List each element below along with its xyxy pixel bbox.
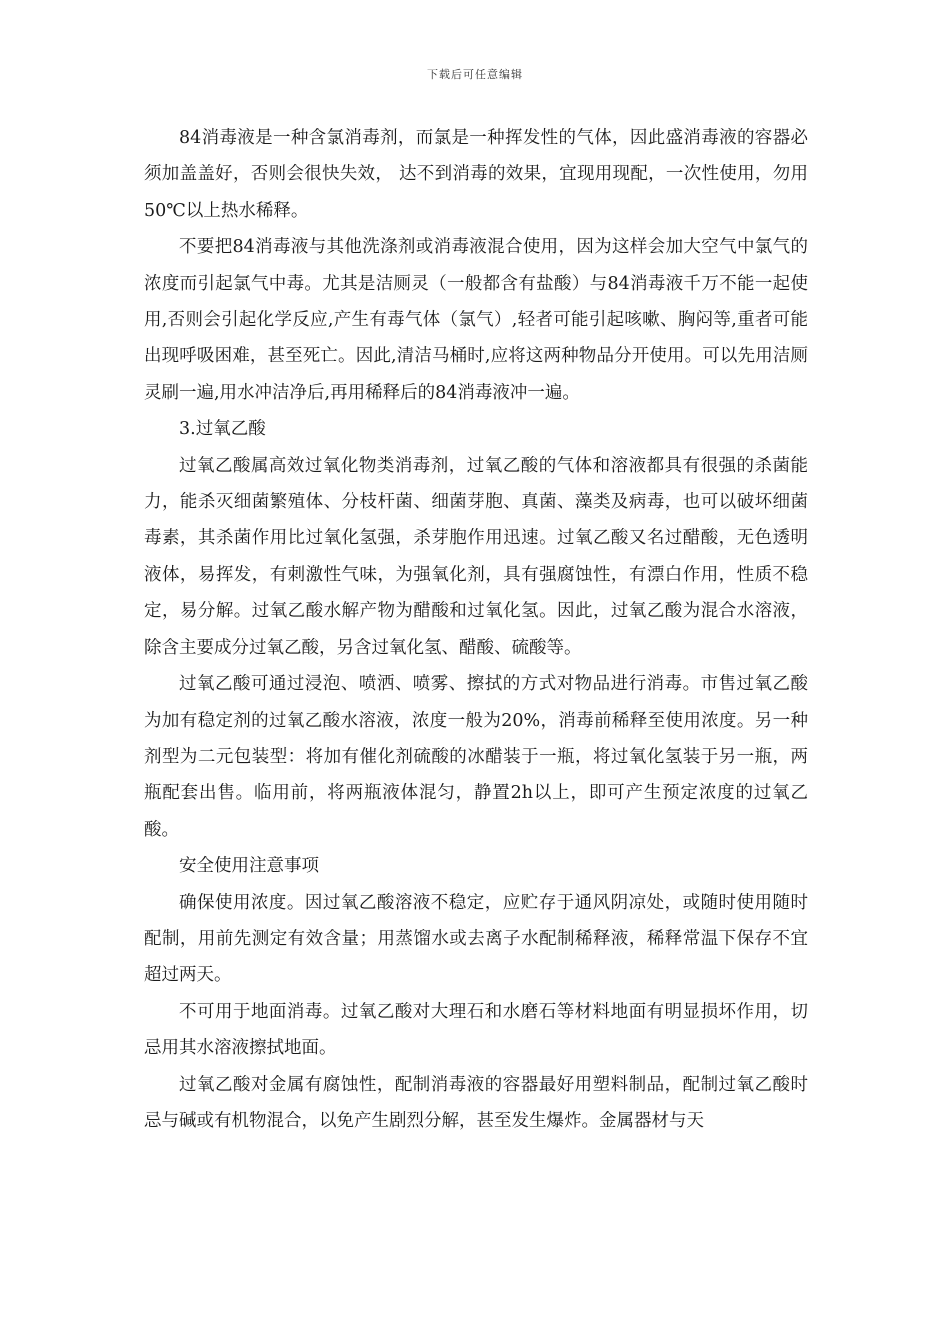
section-heading-safety-notes: 安全使用注意事项	[179, 856, 319, 877]
page-header: 下载后可任意编辑	[427, 68, 523, 81]
paragraph-corrosion-note: 过氧乙酸对金属有腐蚀性，配制消毒液的容器最好用塑料制品，配制过氧乙酸时忌与碱或有机物混合，以免产生剧烈分解，甚至发生爆炸。金属器材与天	[144, 1074, 808, 1131]
paragraph-concentration-note: 确保使用浓度。因过氧乙酸溶液不稳定，应贮存于通风阴凉处，或随时使用随时配制，用前先测定有效含量；用蒸馏水或去离子水配制稀释液，稀释常温下保存不宜超过两天。	[144, 892, 808, 986]
document-body	[144, 120, 808, 1139]
paragraph-floor-note: 不可用于地面消毒。过氧乙酸对大理石和水磨石等材料地面有明显损坏作用，切忌用其水溶液擦拭地面。	[144, 1001, 808, 1059]
paragraph-peracetic-acid-usage: 过氧乙酸可通过浸泡、喷洒、喷雾、擦拭的方式对物品进行消毒。市售过氧乙酸为加有稳定剂的过氧乙酸水溶液，浓度一般为20%，消毒前稀释至使用浓度。另一种剂型为二元包装型：将加有催化剂硫酸的冰醋装于一瓶，将过氧化氢装于另一瓶，两瓶配套出售。临用前，将两瓶液体混匀，静置2h以上，即可产生预定浓度的过氧乙酸。	[144, 674, 808, 840]
paragraph-84-disinfectant-storage: 84消毒液是一种含氯消毒剂，而氯是一种挥发性的气体，因此盛消毒液的容器必须加盖盖好，否则会很快失效， 达不到消毒的效果，宜现用现配，一次性使用，勿用50℃以上热水稀释。	[144, 128, 808, 221]
section-heading-peracetic-acid: 3.过氧乙酸	[179, 419, 266, 440]
paragraph-84-disinfectant-mixing-warning: 不要把84消毒液与其他洗涤剂或消毒液混合使用，因为这样会加大空气中氯气的浓度而引起氯气中毒。尤其是洁厕灵（一般都含有盐酸）与84消毒液千万不能一起使用,否则会引起化学反应,产生有毒气体（氯气）,轻者可能引起咳嗽、胸闷等,重者可能出现呼吸困难，甚至死亡。因此,清洁马桶时,应将这两种物品分开使用。可以先用洁厕灵刷一遍,用水冲洁净后,再用稀释后的84消毒液冲一遍。	[144, 237, 808, 403]
paragraph-peracetic-acid-properties: 过氧乙酸属高效过氧化物类消毒剂，过氧乙酸的气体和溶液都具有很强的杀菌能力，能杀灭细菌繁殖体、分枝杆菌、细菌芽胞、真菌、藻类及病毒，也可以破坏细菌毒素，其杀菌作用比过氧化氢强，杀芽胞作用迅速。过氧乙酸又名过醋酸，无色透明液体，易挥发，有刺激性气味，为强氧化剂，具有强腐蚀性，有漂白作用，性质不稳定，易分解。过氧乙酸水解产物为醋酸和过氧化氢。因此，过氧乙酸为混合水溶液，除含主要成分过氧乙酸，另含过氧化氢、醋酸、硫酸等。	[144, 455, 808, 658]
